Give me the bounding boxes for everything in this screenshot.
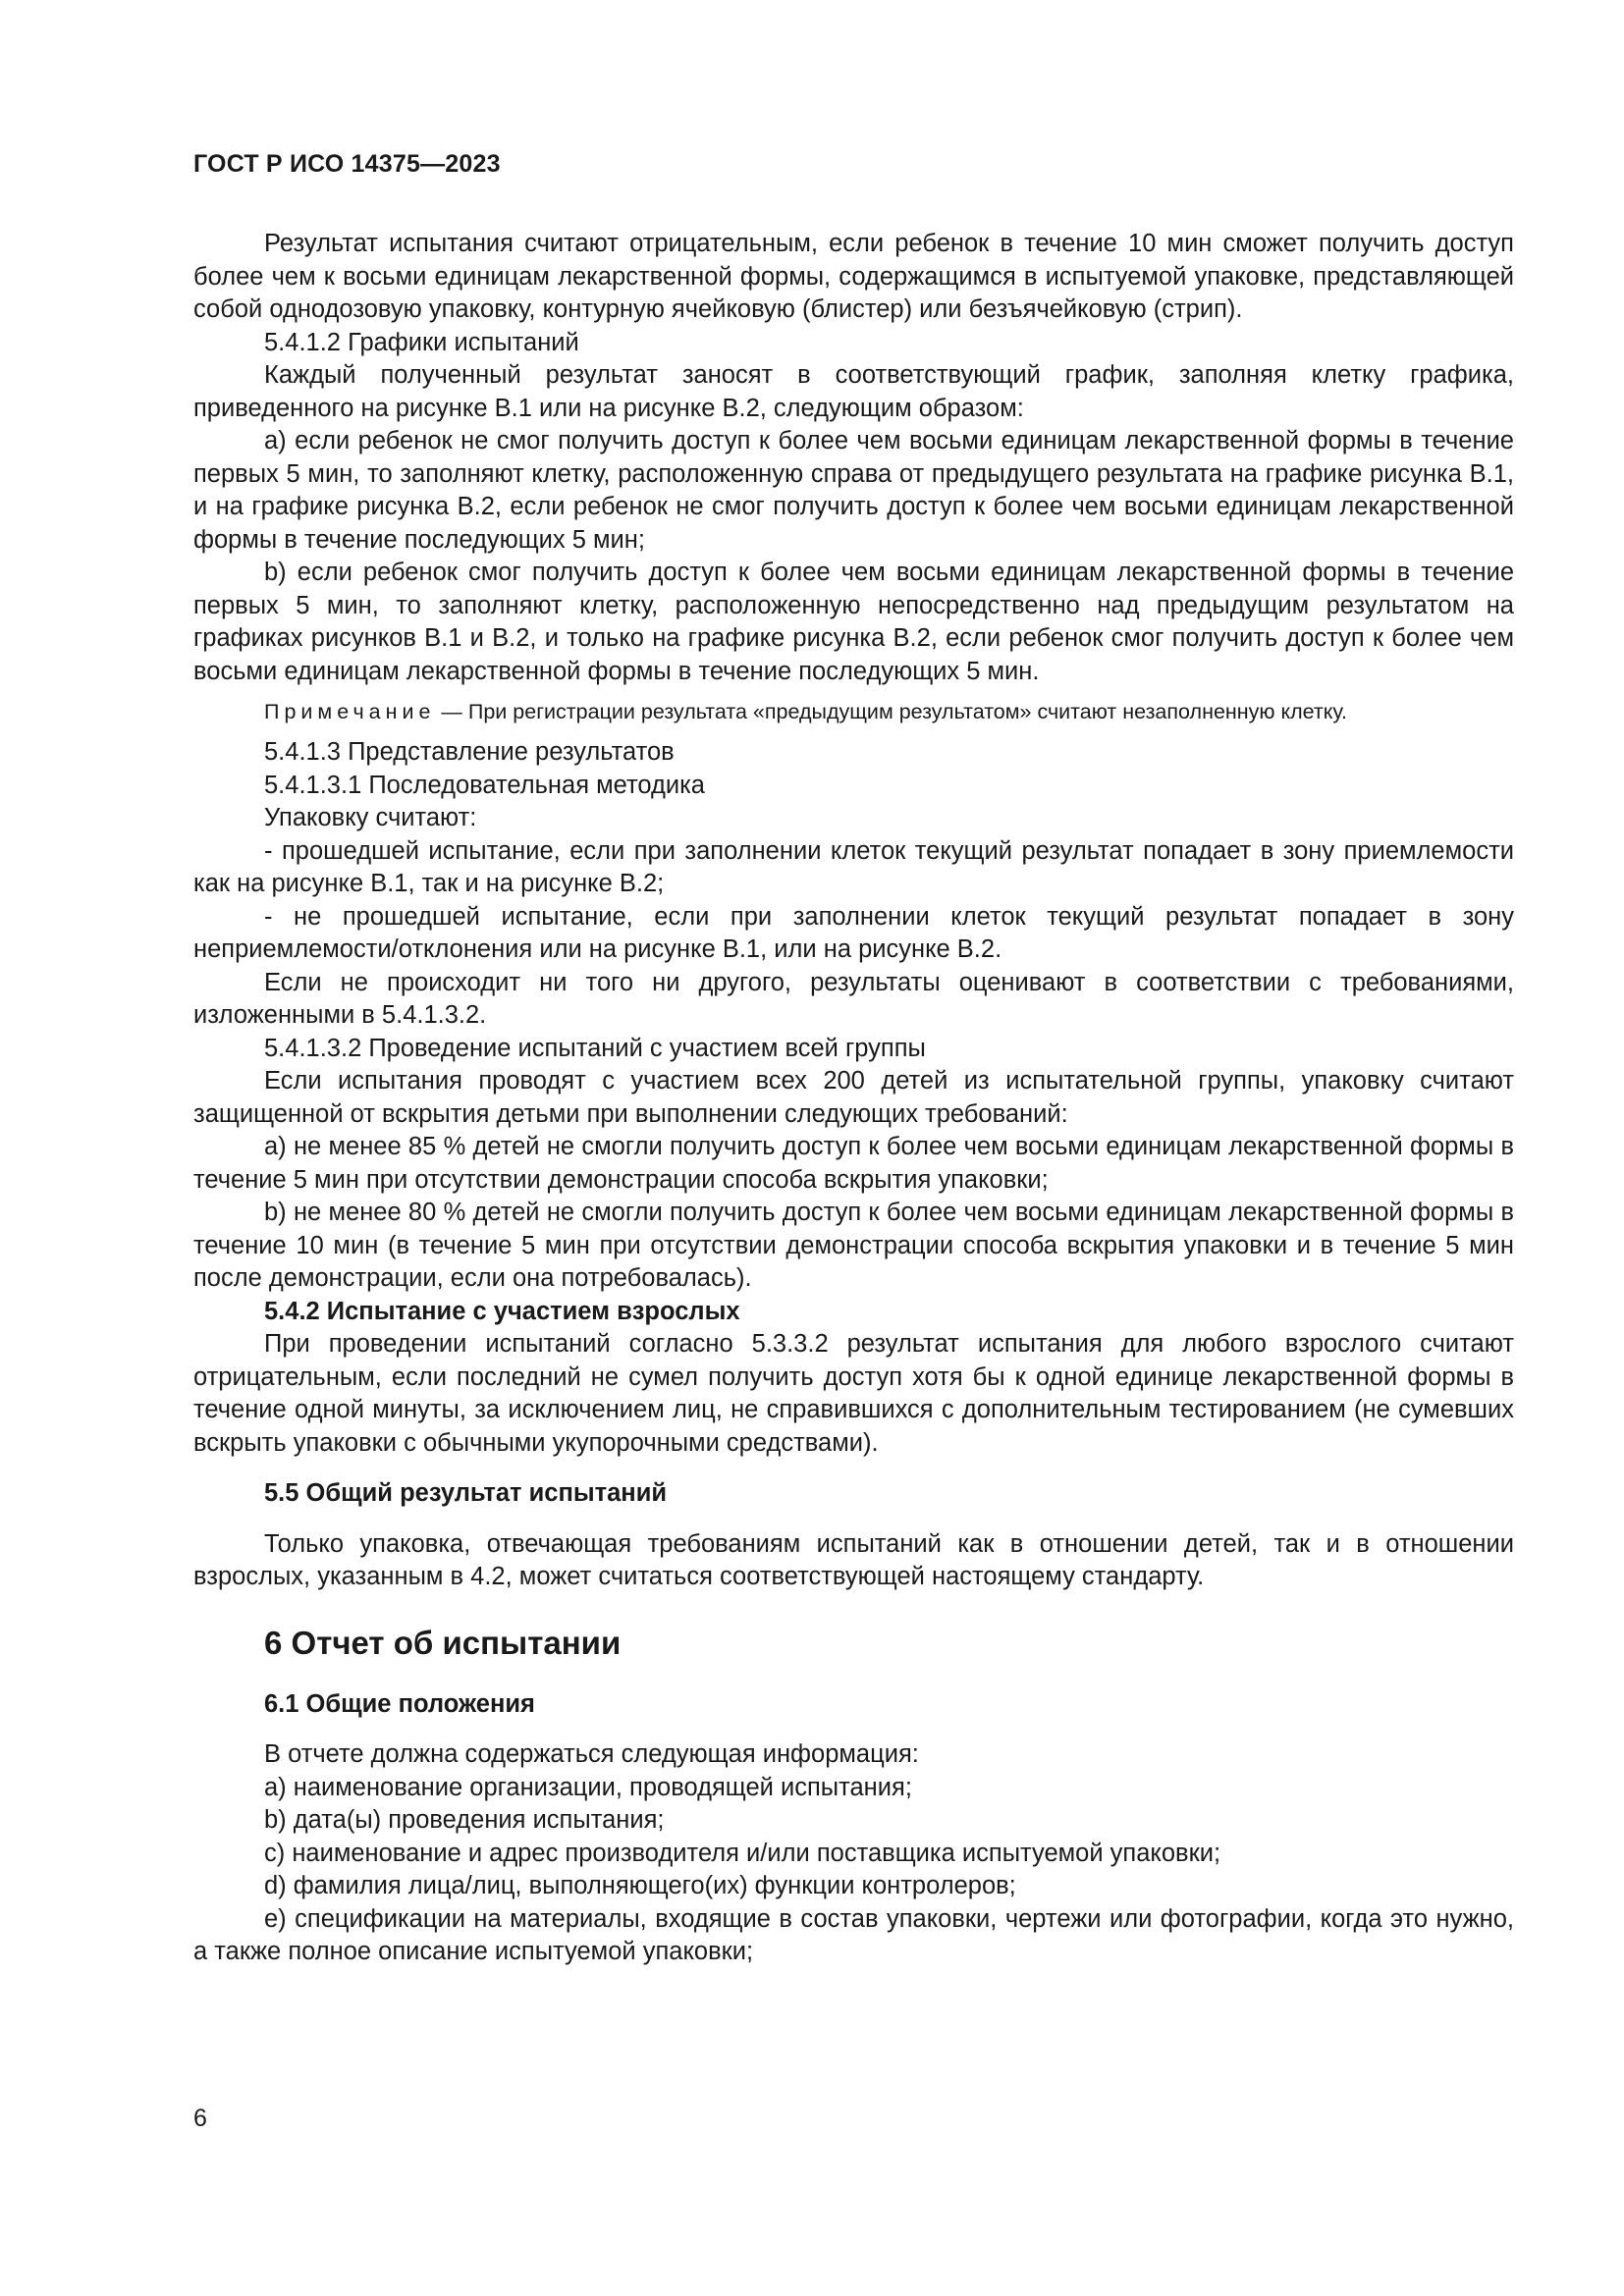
note	[193, 697, 1514, 726]
section-heading: 5.4.1.3.1 Последовательная методика	[264, 771, 705, 799]
paragraph: Если не происходит ни того ни другого, результаты оценивают в соответствии с требованиями, изложенными в 5.4.1.3.2.	[193, 968, 1514, 1029]
list-item: e) спецификации на материалы, входящие в состав упаковки, чертежи или фотографии, когда это нужно, а также полное описание испытуемой упаковки;	[193, 1904, 1514, 1965]
note-label: Примечание	[264, 700, 436, 723]
section-heading: 5.4.1.3 Представление результатов	[264, 738, 675, 766]
paragraph: Если испытания проводят с участием всех 200 детей из испытательной группы, упаковку считают защищенной от вскрытия детьми при выполнении следующих требований:	[193, 1067, 1514, 1128]
list-item: a) не менее 85 % детей не смогли получить доступ к более чем восьми единицам лекарственной формы в течение 5 мин при отсутствии демонстрации способа вскрытия упаковки;	[193, 1133, 1514, 1194]
list-item: a) наименование организации, проводящей испытания;	[264, 1773, 912, 1801]
section-heading-bold: 5.4.2 Испытание с участием взрослых	[264, 1297, 740, 1325]
list-item: b) если ребенок смог получить доступ к более чем восьми единицам лекарственной формы в течение первых 5 мин, то заполняют клетку, расположенную непосредственно над предыдущим результатом на графиках рисунков В.1 и В.2, и только на графике рисунка В.2, если ребенок смог получить доступ к более чем восьми единицам лекарственной формы в течение последующих 5 мин.	[193, 559, 1514, 685]
section-heading-bold: 6.1 Общие положения	[264, 1689, 535, 1718]
paragraph: Результат испытания считают отрицательным, если ребенок в течение 10 мин сможет получить доступ более чем к восьми единицам лекарственной формы, содержащимся в испытуемой упаковке, представляющей собой однодозовую упаковку, контурную ячейковую (блистер) или безъячейковую (стрип).	[193, 230, 1514, 323]
chapter-heading: 6 Отчет об испытании	[264, 1624, 622, 1661]
paragraph: В отчете должна содержаться следующая информация:	[264, 1740, 919, 1768]
list-item: a) если ребенок не смог получить доступ к более чем восьми единицам лекарственной формы в течение первых 5 мин, то заполняют клетку, расположенную справа от предыдущего результата на графике рисунка В.1, и на графике рисунка В.2, если ребенок не смог получить доступ к более чем восьми единицам лекарственной формы в течение последующих 5 мин;	[193, 427, 1514, 554]
paragraph: Упаковку считают:	[264, 804, 477, 831]
paragraph: Только упаковка, отвечающая требованиям испытаний как в отношении детей, так и в отношении взрослых, указанным в 4.2, может считаться соответствующей настоящему стандарту.	[193, 1529, 1514, 1590]
note-text: — При регистрации результата «предыдущим результатом» считают незаполненную клетку.	[435, 700, 1347, 723]
page-number: 6	[193, 2105, 207, 2132]
document-body	[193, 228, 1514, 1969]
paragraph: Каждый полученный результат заносят в соответствующий график, заполняя клетку графика, приведенного на рисунке В.1 или на рисунке В.2, следующим образом:	[193, 361, 1514, 422]
section-heading: 5.4.1.3.2 Проведение испытаний с участием всей группы	[264, 1034, 926, 1062]
paragraph: При проведении испытаний согласно 5.3.3.2 результат испытания для любого взрослого считают отрицательным, если последний не сумел получить доступ хотя бы к одной единице лекарственной формы в течение одной минуты, за исключением лиц, не справившихся с дополнительным тестированием (не сумевших вскрыть упаковки с обычными укупорочными средствами).	[193, 1330, 1514, 1457]
list-item: d) фамилия лица/лиц, выполняющего(их) функции контролеров;	[264, 1872, 1016, 1899]
section-heading: 5.4.1.2 Графики испытаний	[264, 328, 579, 356]
section-heading-bold: 5.5 Общий результат испытаний	[264, 1479, 668, 1507]
list-item: c) наименование и адрес производителя и/или поставщика испытуемой упаковки;	[264, 1839, 1221, 1867]
list-item: - не прошедшей испытание, если при заполнении клеток текущий результат попадает в зону неприемлемости/отклонения или на рисунке В.1, или на рисунке В.2.	[193, 902, 1514, 963]
document-header: ГОСТ Р ИСО 14375—2023	[193, 150, 501, 178]
list-item: b) не менее 80 % детей не смогли получить доступ к более чем восьми единицам лекарственной формы в течение 10 мин (в течение 5 мин при отсутствии демонстрации способа вскрытия упаковки и в течение 5 мин после демонстрации, если она потребовалась).	[193, 1199, 1514, 1292]
list-item: b) дата(ы) проведения испытания;	[264, 1806, 665, 1834]
list-item: - прошедшей испытание, если при заполнении клеток текущий результат попадает в зону приемлемости как на рисунке В.1, так и на рисунке В.2;	[193, 836, 1514, 897]
